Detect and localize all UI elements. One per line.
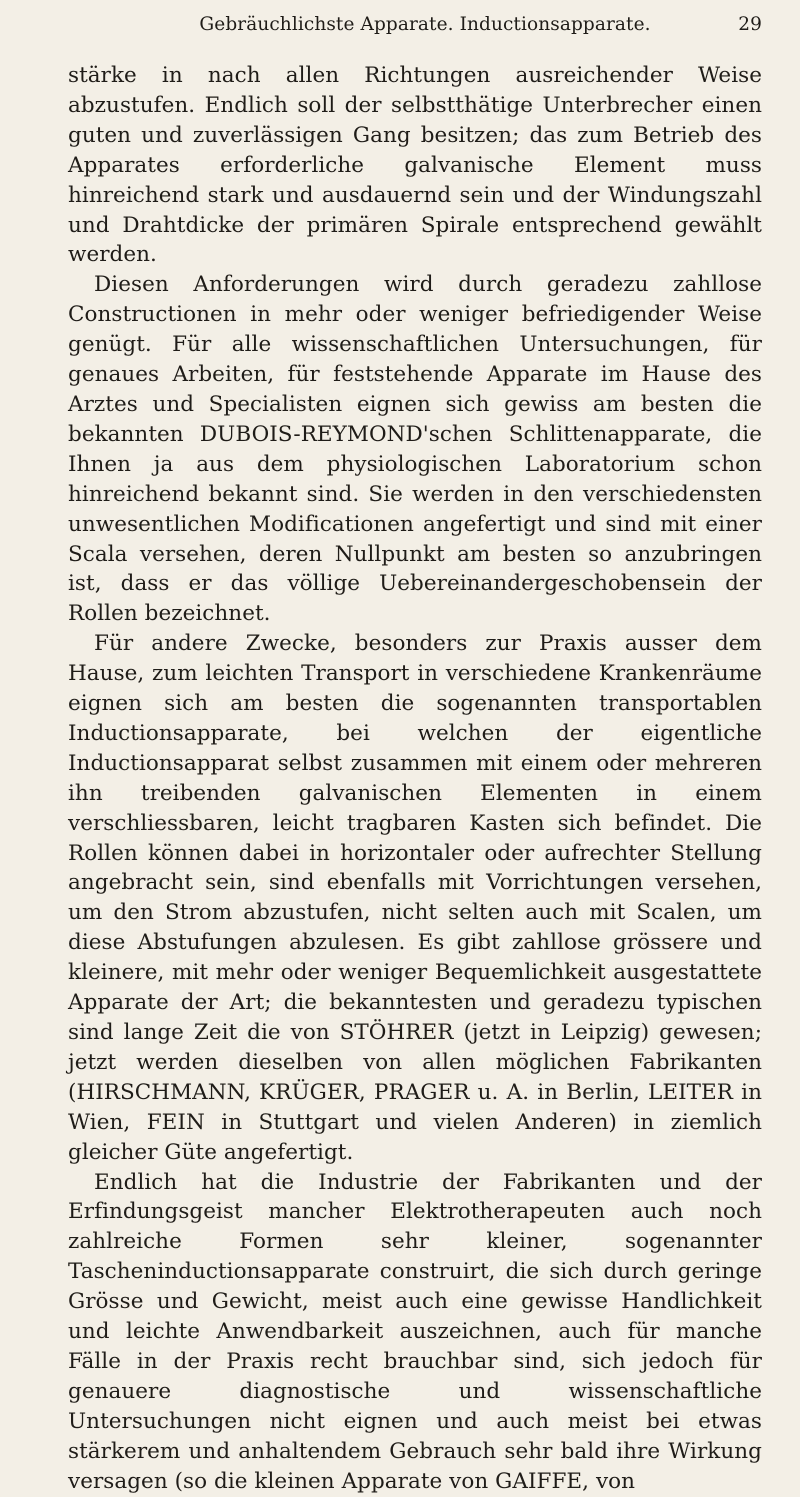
- paragraph: Diesen Anforderungen wird durch geradezu zahllose Constructionen in mehr oder weniger befriedigender Weise genügt. Für alle wissenschaftlichen Untersuchungen, für genaues Arbeiten, für feststehende Apparate im Hause des Arztes und Specialisten eignen sich gewiss am besten die bekannten DUBOIS-REYMOND'schen Schlittenapparate, die Ihnen ja aus dem physiologischen Laboratorium schon hinreichend bekannt sind. Sie werden in den verschiedensten unwesentlichen Modificationen angefertigt und sind mit einer Scala versehen, deren Nullpunkt am besten so anzubringen ist, dass er das völlige Uebereinandergeschobensein der Rollen bezeichnet.: [68, 272, 762, 627]
- paragraph: Für andere Zwecke, besonders zur Praxis ausser dem Hause, zum leichten Transport in verschiedene Krankenräume eignen sich am besten die sogenannten transportablen Inductionsapparate, bei welchen der eigentliche Inductionsapparat selbst zusammen mit einem oder mehreren ihn treibenden galvanischen Elementen in einem verschliessbaren, leicht tragbaren Kasten sich befindet. Die Rollen können dabei in horizontaler oder aufrechter Stellung angebracht sein, sind ebenfalls mit Vorrichtungen versehen, um den Strom abzustufen, nicht selten auch mit Scalen, um diese Abstufungen abzulesen. Es gibt zahllose grössere und kleinere, mit mehr oder weniger Bequemlichkeit ausgestattete Apparate der Art; die bekanntesten und geradezu typischen sind lange Zeit die von STÖHRER (jetzt in Leipzig) gewesen; jetzt werden dieselben von allen möglichen Fabrikanten (HIRSCHMANN, KRÜGER, PRAGER u. A. in Berlin, LEITER in Wien, FEIN in Stuttgart und vielen Anderen) in ziemlich gleicher Güte angefertigt.: [68, 631, 762, 1165]
- body-text: [68, 61, 762, 1497]
- paragraph: stärke in nach allen Richtungen ausreichender Weise abzustufen. Endlich soll der selbstthätige Unterbrecher einen guten und zuverlässigen Gang besitzen; das zum Betrieb des Apparates erforderliche galvanische Element muss hinreichend stark und ausdauernd sein und der Windungszahl und Drahtdicke der primären Spirale entsprechend gewählt werden.: [68, 63, 762, 268]
- running-head: [68, 14, 762, 54]
- running-title: Gebräuchlichste Apparate. Inductionsapparate.: [199, 14, 651, 35]
- paragraph: Endlich hat die Industrie der Fabrikanten und der Erfindungsgeist mancher Elektrotherapeuten auch noch zahlreiche Formen sehr kleiner, sogenannter Tascheninductionsapparate construirt, die sich durch geringe Grösse und Gewicht, meist auch eine gewisse Handlichkeit und leichte Anwendbarkeit auszeichnen, auch für manche Fälle in der Praxis recht brauchbar sind, sich jedoch für genauere diagnostische und wissenschaftliche Untersuchungen nicht eignen und auch meist bei etwas stärkerem und anhaltendem Gebrauch sehr bald ihre Wirkung versagen (so die kleinen Apparate von GAIFFE, von: [68, 1169, 762, 1494]
- page-number: 29: [738, 14, 762, 35]
